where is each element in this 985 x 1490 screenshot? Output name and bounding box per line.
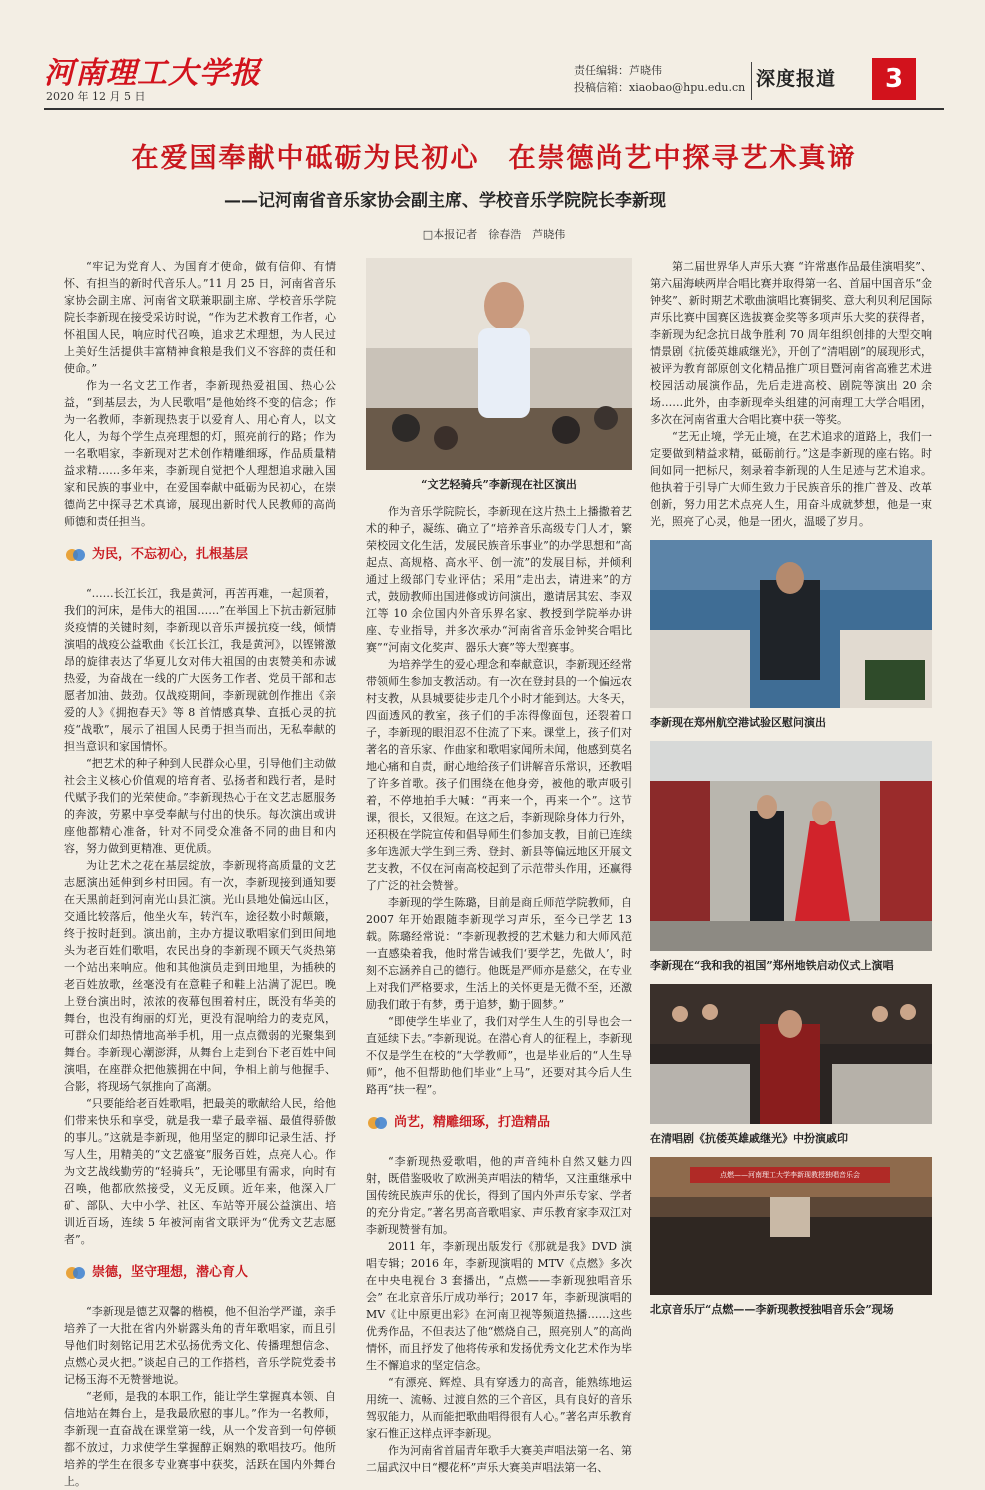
section-heading-text: 崇德，坚守理想，潜心育人 bbox=[92, 1265, 249, 1280]
concert-banner-text: 点燃——河南理工大学李新现教授独唱音乐会 bbox=[720, 1171, 860, 1179]
bullet-dots-icon bbox=[66, 1266, 86, 1280]
headline: 在爱国奉献中砥砺为民初心 在崇德尚艺中探寻艺术真谛 bbox=[131, 143, 857, 174]
paragraph: 为让艺术之花在基层绽放，李新现将高质量的文艺志愿演出延伸到乡村田园。有一次，李新现接到通知要在天黑前赶到河南光山县汇演。光山县地处偏远山区，交通比较落后，他坐火车，转汽车，途径数小时颠簸，终于按时赶到。演出前，主办方提议歌唱家们到田间地头为老百姓们歌唱，农民出身的李新现不顾天气炎热第一个站出来响应。他和其他演员走到田地里，为插秧的老百姓放歌，丝毫没有在意鞋子和鞋上沾满了泥巴。晚上登台演出时，浓浓的夜幕包围着村庄，既没有华美的舞台，也没有绚丽的灯光，更没有混响给力的麦克风，可群众们却热情地高举手机，用一点点微弱的光聚集到舞台。李新现心潮澎湃，从舞台上走到台下老百姓中间演唱，在座群众把他簇拥在中间，争相上前与他握手、合影，将现场气氛推向了高潮。 bbox=[64, 859, 336, 1093]
paragraph: 第二届世界华人声乐大赛 “许常惠作品最佳演唱奖”、第六届海峡两岸合唱比赛并取得第一名、首届中国音乐“金钟奖”、新时期艺术歌曲演唱比赛铜奖、意大利贝利尼国际声乐比赛中国赛区选拔赛金奖等多项声乐大奖的获得者，李新现为纪念抗日战争胜利 70 周年组织创排的大型交响情景剧《抗倭英雄戚继光》，开创了“清唱剧”的展现形式，被评为教育部原创文化精品推广项目暨河南省高雅艺术进校园活动展演作品，先后走进高校、剧院等演出 20 余场……此外，由李新现牵头组建的河南理工大学合唱团，多次在河南省重大合唱比赛中获一等奖。 bbox=[650, 260, 932, 426]
section-heading bbox=[92, 1264, 336, 1281]
paragraph: “李新现热爱歌唱，他的声音纯朴自然又魅力四射，既借鉴吸收了欧洲美声唱法的精华，又注重继承中国传统民族声乐的优长，得到了国内外声乐专家、学者的充分肯定。”著名男高音歌唱家、声乐教育家李双江对李新现赞誉有加。 bbox=[366, 1155, 632, 1236]
paragraph: “……长江长江，我是黄河，再苦再难，一起顶着，我们的河床，是伟大的祖国……”在举国上下抗击新冠肺炎疫情的关键时刻，李新现以音乐声援抗疫一线，倾情演唱的战疫公益歌曲《长江长江，我是黄河》，以铿锵激昂的旋律表达了华夏儿女对伟大祖国的由衷赞美和赤诚热爱，为奋战在一线的广大医务工作者、党员干部和志愿者加油、鼓劲。仅战疫期间，李新现就创作推出《亲爱的人》《拥抱春天》等 8 首情感真挚、直抵心灵的抗疫“战歌”，展示了祖国人民勇于担当而出，无私奉献的担当意识和家国情怀。 bbox=[64, 587, 336, 753]
paragraph: “老师，是我的本职工作，能让学生掌握真本领、自信地站在舞台上，是我最欣慰的事儿。”作为一名教师，李新现一直奋战在课堂第一线，从一个发音到一句停顿都不放过，力求使学生掌握醇正娴熟的歌唱技巧。他所培养的学生在很多专业赛事中获奖，活跃在国内外舞台上。 bbox=[64, 1390, 336, 1488]
photo-caption: “文艺轻骑兵”李新现在社区演出 bbox=[421, 478, 577, 491]
section-name: 深度报道 bbox=[756, 68, 837, 90]
photo-concert-hall bbox=[650, 1157, 932, 1295]
issue-date: 2020 年 12 月 5 日 bbox=[46, 90, 146, 103]
paragraph: “李新现是德艺双馨的楷模，他不但治学严谨，亲手培养了一大批在省内外崭露头角的青年歌唱家，而且引导他们时刻铭记用艺术弘扬优秀文化、传播理想信念、点燃心灵火把。”谈起自己的工作搭档，音乐学院党委书记杨玉海不无赞誉地说。 bbox=[64, 1305, 336, 1386]
photo-airport-performance bbox=[650, 540, 932, 708]
photo-metro-performance bbox=[650, 741, 932, 951]
section-heading bbox=[394, 1114, 632, 1131]
bullet-dots-icon bbox=[368, 1116, 388, 1130]
airport-photo-image bbox=[650, 540, 932, 708]
responsible-editor: 责任编辑：芦晓伟 bbox=[574, 64, 662, 77]
byline: □本报记者 徐春浩 芦晓伟 bbox=[422, 228, 566, 241]
paragraph: 2011 年，李新现出版发行《那就是我》DVD 演唱专辑；2016 年，李新现演唱的 MTV《点燃》多次在中央电视台 3 套播出，“点燃——李新现独唱音乐会” 在北京音乐厅成功举行；2017 年，李新现演唱的 MV《让中原更出彩》在河南卫视等频道热播……这些优秀作品，不但表达了他“燃烧自己，照亮别人”的高尚情怀，而且抒发了他将传承和发扬优秀文化艺术作为毕生不懈追求的坚定信念。 bbox=[366, 1240, 632, 1372]
photo-oratorio bbox=[650, 984, 932, 1124]
paragraph: “即使学生毕业了，我们对学生人生的引导也会一直延续下去。”李新现说。在潜心育人的征程上，李新现不仅是学生在校的“大学教师”，也是毕业后的“人生导师”，他不但帮助他们毕业“上马”，还要对其今后人生路再“扶一程”。 bbox=[366, 1015, 632, 1096]
submission-email: 投稿信箱：xiaobao@hpu.edu.cn bbox=[574, 81, 746, 94]
photo-caption: 在清唱剧《抗倭英雄戚继光》中扮演戚印 bbox=[650, 1132, 848, 1145]
singer-photo-image bbox=[366, 258, 632, 470]
section-heading-text: 为民，不忘初心，扎根基层 bbox=[92, 547, 249, 562]
column-2 bbox=[366, 258, 632, 1474]
paragraph: 为培养学生的爱心理念和奉献意识，李新现还经常带领师生参加支教活动。有一次在登封县的一个偏远农村支教，从县城要徒步走几个小时才能到达。大冬天，四面透风的教室，孩子们的手冻得像面包，还裂着口子，李新现的眼泪忍不住流了下来。课堂上，孩子们对著名的音乐家、作曲家和歌唱家闻所未闻，他感到莫名地心痛和自责，耐心地给孩子们讲解音乐常识，还教唱了许多首歌。孩子们围绕在他身旁，被他的歌声吸引着，不停地拍手大喊：“再来一个，再来一个”。这节课，很长，又很短。在这之后，李新现除身体力行外，还积极在学院宣传和倡导师生们参加支教，目前已连续多年选派大学生到三秀、登封、新县等偏远地区开展文艺支教，不仅在河南高校起到了示范带头作用，还赢得了广泛的社会赞誉。 bbox=[366, 658, 632, 892]
paragraph: “只要能给老百姓歌唱，把最美的歌献给人民，给他们带来快乐和享受，就是我一辈子最幸福、最值得骄傲的事儿。”这就是李新现，他用坚定的脚印记录生活、抒写人生，用精美的“文艺盛宴”服务百姓，点亮人心。作为文艺战线勤劳的“轻骑兵”，无论哪里有需求，向时有召唤，他都欣然接受，义无反顾。近年来，他深入厂矿、部队、大中小学、社区、车站等开展公益演出、培训近百场，连续 5 年被河南省文联评为“优秀文艺志愿者”。 bbox=[64, 1097, 336, 1246]
paragraph: 作为河南省首届青年歌手大赛美声唱法第一名、第二届武汉中日“樱花杯”声乐大赛美声唱法第一名、 bbox=[366, 1444, 632, 1474]
masthead-rule bbox=[44, 108, 944, 110]
paragraph: “牢记为党育人、为国育才使命，做有信仰、有情怀、有担当的新时代音乐人。”11 月 25 日，河南省音乐家协会副主席、河南省文联兼职副主席、学校音乐学院院长李新现在接受采访时说，“作为艺术教育工作者，心怀祖国人民，响应时代召唤，追求艺术理想，为人民过上美好生活提供丰富精神食粮是我们义不容辞的责任和使命。” bbox=[64, 260, 336, 375]
subheadline: ——记河南省音乐家协会副主席、学校音乐学院院长李新现 bbox=[224, 191, 666, 211]
section-heading bbox=[92, 546, 336, 563]
editor-info bbox=[574, 62, 745, 96]
paragraph: 作为音乐学院院长，李新现在这片热土上播撒着艺术的种子，凝练、确立了“培养音乐高级专门人才，繁荣校园文化生活，发展民族音乐事业”的办学思想和“高起点、高规格、高水平、创一流”的发展目标，并倾利通过上级部门专业评估；采用“走出去，请进来”的方式，鼓励教师出国进修或访问演出，邀请居其宏、李双江等 10 余位国内外音乐界名家、教授到学院举办讲座、专业指导，并多次承办“河南省音乐金钟奖合唱比赛”“河南文化奖声、器乐大赛”等大型赛事。 bbox=[366, 505, 632, 654]
paragraph: “有漂亮、辉煌、具有穿透力的高音，能熟练地运用统一、流畅、过渡自然的三个音区，具有良好的音乐驾驭能力，从而能把歌曲唱得很有人心。”著名声乐教育家石惟正这样点评李新现。 bbox=[366, 1376, 632, 1440]
column-3 bbox=[650, 258, 932, 1428]
paragraph: “把艺术的种子种到人民群众心里，引导他们主动做社会主义核心价值观的培育者、弘扬者和践行者，是时代赋予我们的光荣使命。”李新现热心于在文艺志愿服务的奔波，劳累中享受奉献与付出的快乐。每次演出或讲座他都精心准备，针对不同受众准备不同的曲目和内容，努力做到更精准、更优质。 bbox=[64, 757, 336, 855]
paragraph: 作为一名文艺工作者，李新现热爱祖国、热心公益，“到基层去，为人民歌唱”是他始终不变的信念；作为一名教师，李新现热衷于以爱育人、用心育人，以文化人，为每个学生点亮理想的灯，照亮前行的路；作为一名歌唱家，李新现对艺术创作精雕细琢，作品质量精益求精……多年来，李新现自觉把个人理想追求融入国家和民族的事业中，在爱国奉献中砥砺为民初心，在崇德尚艺中探寻艺术真谛，展现出新时代人民教师的高尚师德和责任担当。 bbox=[64, 379, 336, 528]
photo-community-performance bbox=[366, 258, 632, 470]
masthead bbox=[44, 48, 944, 108]
column-1 bbox=[64, 258, 336, 1488]
photo-caption: 北京音乐厅“点燃——李新现教授独唱音乐会”现场 bbox=[650, 1303, 894, 1316]
bullet-dots-icon bbox=[66, 548, 86, 562]
metro-photo-image bbox=[650, 741, 932, 951]
oratorio-photo-image bbox=[650, 984, 932, 1124]
paragraph: 李新现的学生陈璐，目前是商丘师范学院教师，自 2007 年开始跟随李新现学习声乐，至今已学艺 13 载。陈璐经常说：“李新现教授的艺术魅力和大师风范一直感染着我，他时常告诫我们‘要学艺，先做人’，时刻不忘涵养自己的德行。他既是严师亦是慈父，在专业上对我们严格要求，生活上的关怀更是无微不至，还激励我们敢于有梦，勇于追梦，勤于圆梦。” bbox=[366, 896, 632, 1011]
paragraph: “艺无止境，学无止境，在艺术追求的道路上，我们一定要做到精益求精，砥砺前行。”这是李新现的座右铭。时间如同一把标尺，刻录着李新现的人生足迹与艺术追求。他执着于引导广大师生致力于民族音乐的推广普及、改革创新，努力用艺术点亮人生，用奋斗成就梦想，他是一束光，照亮了心灵，他是一团火，温暖了岁月。 bbox=[650, 430, 932, 528]
photo-caption: 李新现在郑州航空港试验区慰问演出 bbox=[650, 716, 826, 729]
page-number: 3 bbox=[872, 58, 916, 100]
newspaper-logo: 河南理工大学报 bbox=[44, 56, 261, 91]
photo-caption: 李新现在“我和我的祖国”郑州地铁启动仪式上演唱 bbox=[650, 959, 894, 972]
section-heading-text: 尚艺，精雕细琢，打造精品 bbox=[394, 1115, 551, 1130]
masthead-divider bbox=[751, 62, 752, 100]
